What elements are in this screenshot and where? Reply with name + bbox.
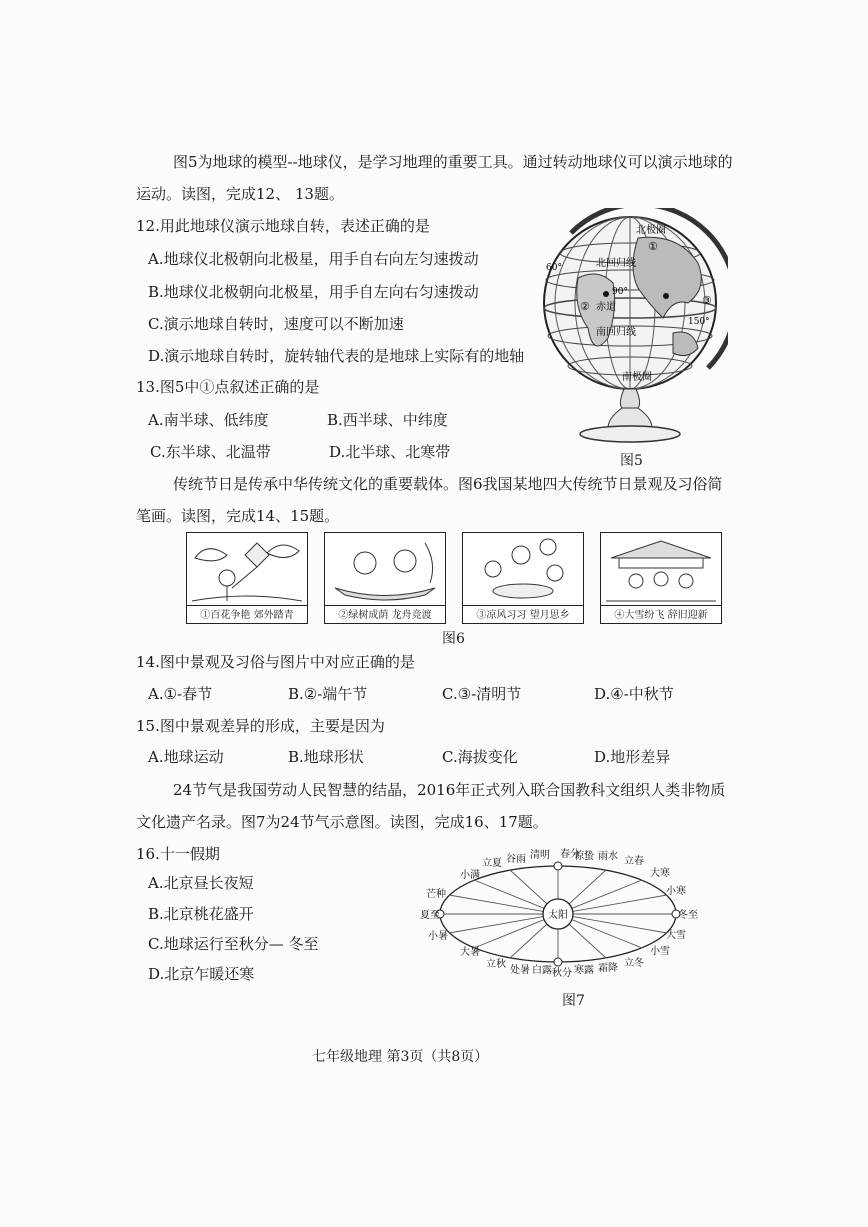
question-16-stem: 16.十一假期 bbox=[136, 845, 220, 863]
festival-panel-3-label: ③凉风习习 望月思乡 bbox=[463, 605, 583, 621]
label-point-1: ① bbox=[648, 240, 658, 253]
term-lichun: 立春 bbox=[624, 856, 644, 867]
question-12-option-b[interactable]: B.地球仪北极朝向北极星，用手自左向右匀速拨动 bbox=[148, 283, 479, 301]
question-16-option-d[interactable]: D.北京乍暖还寒 bbox=[148, 965, 255, 983]
term-qingming: 清明 bbox=[530, 850, 550, 861]
term-lixia: 立夏 bbox=[482, 858, 502, 869]
label-equator: 赤道 bbox=[596, 302, 616, 313]
term-dashu: 大暑 bbox=[460, 947, 480, 958]
question-12-option-a[interactable]: A.地球仪北极朝向北极星，用手自右向左匀速拨动 bbox=[148, 250, 479, 268]
question-13-option-a[interactable]: A.南半球、低纬度 bbox=[148, 411, 269, 429]
festival-panel-2 bbox=[324, 532, 446, 624]
festival-panel-4 bbox=[600, 532, 722, 624]
term-hanlu: 寒露 bbox=[574, 965, 594, 976]
question-14-option-b[interactable]: B.②-端午节 bbox=[288, 685, 368, 703]
question-12-option-c[interactable]: C.演示地球自转时，速度可以不断加速 bbox=[148, 315, 404, 333]
question-14-option-a[interactable]: A.①-春节 bbox=[148, 685, 213, 703]
question-14-option-d[interactable]: D.④-中秋节 bbox=[594, 685, 674, 703]
festival-panel-4-label: ④大雪纷飞 辞旧迎新 bbox=[601, 605, 721, 621]
term-xiaoxue: 小雪 bbox=[650, 946, 670, 957]
question-13-stem: 13.图5中①点叙述正确的是 bbox=[136, 378, 320, 396]
label-point-2: ② bbox=[580, 300, 590, 313]
figure-5-caption: 图5 bbox=[620, 453, 643, 469]
question-15-option-d[interactable]: D.地形差异 bbox=[594, 748, 671, 766]
label-point-3: ③ bbox=[702, 294, 712, 307]
label-lon-90: 90° bbox=[612, 287, 628, 297]
festival-panel-1-label: ①百花争艳 郊外踏青 bbox=[187, 605, 307, 621]
term-qiufen: 秋分 bbox=[552, 968, 572, 979]
figure-7-caption: 图7 bbox=[562, 993, 585, 1009]
question-12-stem: 12.用此地球仪演示地球自转，表述正确的是 bbox=[136, 217, 430, 235]
label-tropic-cancer: 北回归线 bbox=[596, 258, 636, 269]
intro-fig5-line1: 图5为地球的模型--地球仪，是学习地理的重要工具。通过转动地球仪可以演示地球的 bbox=[173, 153, 733, 171]
question-13-option-c[interactable]: C.东半球、北温带 bbox=[150, 443, 271, 461]
intro-fig7-line2: 文化遗产名录。图7为24节气示意图。读图，完成16、17题。 bbox=[136, 813, 548, 831]
question-14-stem: 14.图中景观及习俗与图片中对应正确的是 bbox=[136, 653, 415, 671]
festival-panel-3 bbox=[462, 532, 584, 624]
question-13-option-b[interactable]: B.西半球、中纬度 bbox=[327, 411, 448, 429]
solar-terms-diagram bbox=[420, 842, 700, 982]
term-shuangjiang: 霜降 bbox=[598, 963, 618, 974]
term-yushui: 雨水 bbox=[598, 851, 618, 862]
label-lon-60: 60° bbox=[546, 263, 562, 273]
festival-panel-1 bbox=[186, 532, 308, 624]
question-15-option-b[interactable]: B.地球形状 bbox=[288, 748, 364, 766]
question-15-stem: 15.图中景观差异的形成，主要是因为 bbox=[136, 717, 385, 735]
festival-panel-2-label: ②绿树成荫 龙舟竞渡 bbox=[325, 605, 445, 621]
intro-fig6-line2: 笔画。读图，完成14、15题。 bbox=[136, 507, 340, 525]
term-daxue: 大雪 bbox=[666, 930, 686, 941]
term-liqiu: 立秋 bbox=[486, 959, 506, 970]
question-14-option-c[interactable]: C.③-清明节 bbox=[442, 685, 522, 703]
term-chunfen: 春分 bbox=[560, 849, 580, 860]
intro-fig5-line2: 运动。读图，完成12、 13题。 bbox=[136, 185, 344, 203]
term-xiaoman: 小满 bbox=[460, 870, 480, 881]
figure-6-caption: 图6 bbox=[442, 631, 465, 647]
question-16-option-a[interactable]: A.北京昼长夜短 bbox=[148, 874, 254, 892]
label-lon-150: 150° bbox=[688, 317, 710, 327]
sun-label: 太阳 bbox=[548, 910, 568, 921]
intro-fig6-line1: 传统节日是传承中华传统文化的重要载体。图6我国某地四大传统节日景观及习俗简 bbox=[173, 475, 723, 493]
question-12-option-d[interactable]: D.演示地球自转时，旋转轴代表的是地球上实际有的地轴 bbox=[148, 347, 525, 365]
intro-fig7-line1: 24节气是我国劳动人民智慧的结晶，2016年正式列入联合国教科文组织人类非物质 bbox=[173, 781, 726, 799]
label-tropic-capricorn: 南回归线 bbox=[596, 327, 636, 338]
question-15-option-c[interactable]: C.海拔变化 bbox=[442, 748, 518, 766]
label-north-circle: 北极圈 bbox=[636, 225, 666, 236]
question-13-option-d[interactable]: D.北半球、北寒带 bbox=[329, 443, 451, 461]
term-jingzhe: 惊蛰 bbox=[574, 851, 594, 862]
globe-figure bbox=[538, 208, 728, 448]
term-chushu: 处暑 bbox=[510, 965, 530, 976]
term-xiazhi: 夏至 bbox=[420, 910, 440, 921]
term-dongzhi: 冬至 bbox=[678, 910, 698, 921]
question-16-option-c[interactable]: C.地球运行至秋分— 冬至 bbox=[148, 935, 319, 953]
term-lidong: 立冬 bbox=[624, 958, 644, 969]
term-bailu: 白露 bbox=[532, 965, 552, 976]
term-xiaohan: 小寒 bbox=[666, 886, 686, 897]
label-south-circle: 南极圈 bbox=[622, 372, 652, 383]
question-15-option-a[interactable]: A.地球运动 bbox=[148, 748, 224, 766]
term-xiaoshu: 小暑 bbox=[428, 931, 448, 942]
term-guyu: 谷雨 bbox=[506, 854, 526, 865]
term-dahan: 大寒 bbox=[650, 868, 670, 879]
term-mangzhong: 芒种 bbox=[426, 889, 446, 900]
page-footer: 七年级地理 第3页（共8页） bbox=[312, 1049, 489, 1065]
question-16-option-b[interactable]: B.北京桃花盛开 bbox=[148, 905, 254, 923]
